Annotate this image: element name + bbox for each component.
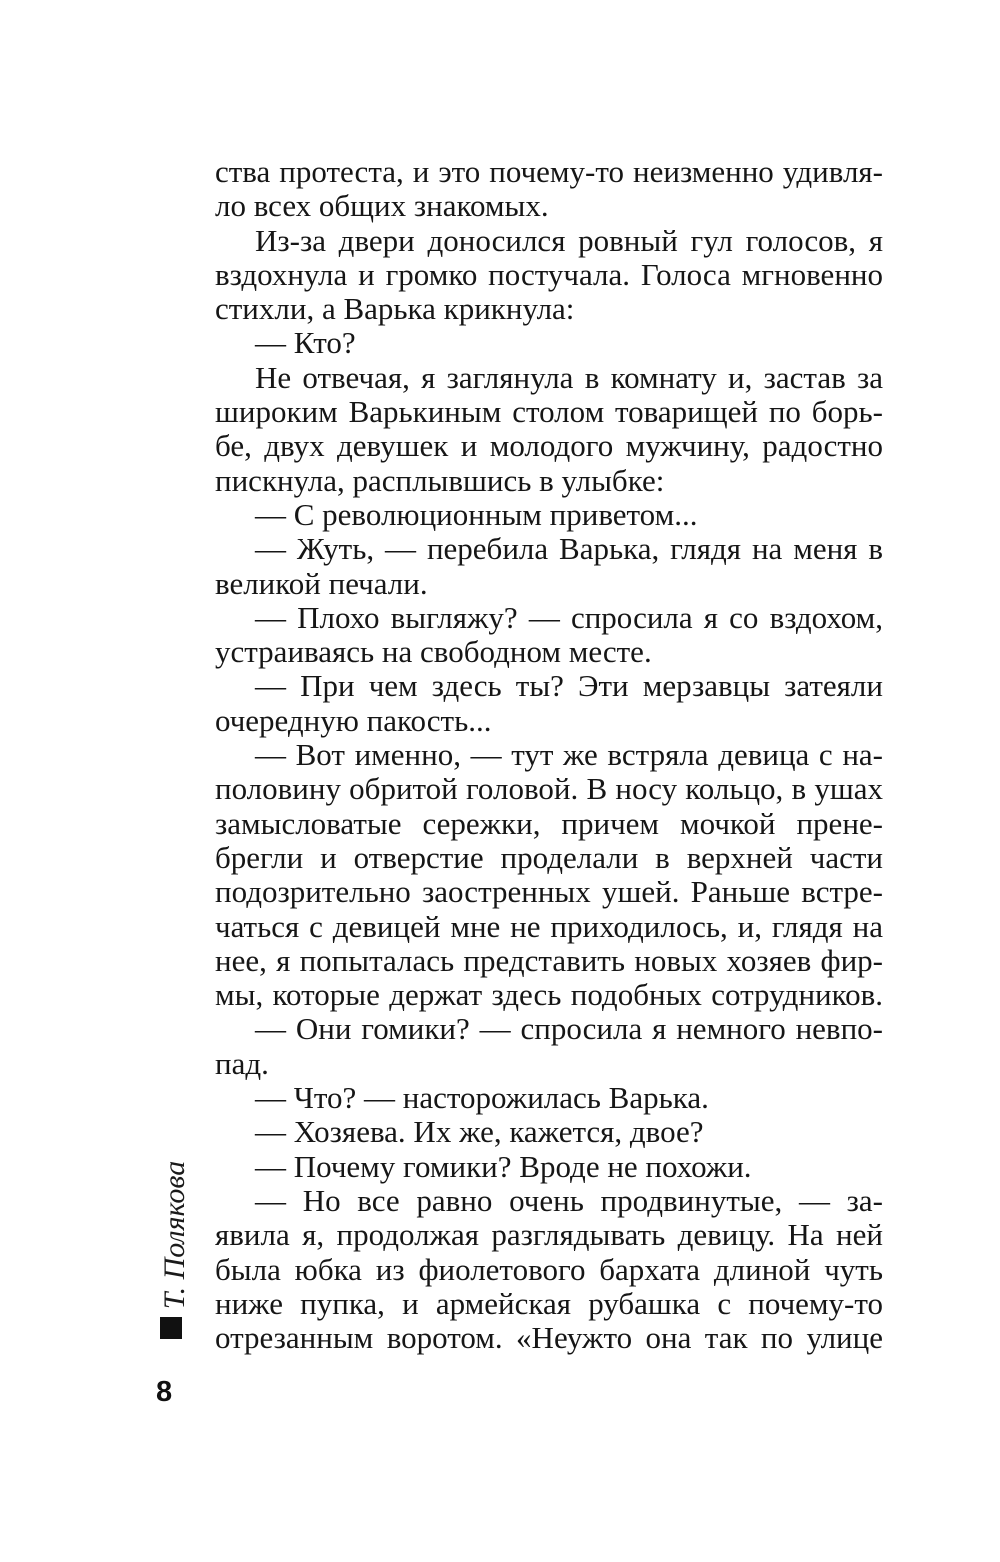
text-line: — При чем здесь ты? Эти мерзавцы затеяли: [255, 668, 883, 704]
text-line: Не отвечая, я заглянула в комнату и, застав за: [255, 359, 883, 395]
text-line: великой печали.: [215, 565, 428, 601]
text-line: чаться с девицей мне не приходилось, и, глядя на: [215, 908, 883, 944]
text-line: ства протеста, и это почему-то неизменно удивля-: [215, 154, 883, 189]
text-line: подозрительно заостренных ушей. Раньше встре-: [215, 874, 883, 910]
text-line: — Кто?: [255, 325, 356, 361]
text-line: — Они гомики? — спросила я немного невпо-: [255, 1011, 883, 1047]
running-head: [160, 1150, 190, 1320]
page-body-text: [215, 155, 883, 1355]
page-number: 8: [156, 1376, 173, 1408]
text-line: — Вот именно, — тут же встряла девица с на-: [255, 737, 883, 773]
text-line: замысловатые сережки, причем мочкой прене-: [215, 805, 883, 841]
text-line: мы, которые держат здесь подобных сотрудников.: [215, 977, 883, 1013]
text-line: вздохнула и громко постучала. Голоса мгновенно: [215, 256, 883, 292]
text-line: бе, двух девушек и молодого мужчину, радостно: [215, 428, 883, 464]
text-line: пад.: [215, 1045, 269, 1081]
text-line: — Что? — насторожилась Варька.: [255, 1080, 709, 1116]
text-line: широким Варькиным столом товарищей по борь-: [215, 394, 883, 430]
text-line: Из-за двери доносился ровный гул голосов, я: [255, 222, 883, 258]
text-line: явила я, продолжая разглядывать девицу. На ней: [215, 1217, 883, 1253]
text-line: была юбка из фиолетового бархата длиной чуть: [215, 1251, 883, 1287]
text-line: очередную пакость...: [215, 702, 492, 738]
text-line: ло всех общих знакомых.: [215, 188, 549, 224]
text-line: ниже пупка, и армейская рубашка с почему-то: [215, 1285, 883, 1321]
page-marker-square: [160, 1317, 182, 1339]
text-line: — Хозяева. Их же, кажется, двое?: [255, 1114, 704, 1150]
text-line: стихли, а Варька крикнула:: [215, 291, 575, 327]
text-line: — Плохо выгляжу? — спросила я со вздохом,: [255, 599, 883, 635]
text-line: отрезанным воротом. «Неужто она так по улице: [215, 1320, 883, 1356]
text-line: — С революционным приветом...: [255, 496, 698, 532]
text-line: — Но все равно очень продвинутые, — за-: [255, 1182, 883, 1218]
running-head-author: Т. Полякова: [158, 1160, 192, 1310]
text-line: брегли и отверстие проделали в верхней части: [215, 839, 883, 875]
text-line: устраиваясь на свободном месте.: [215, 634, 652, 670]
text-line: пискнула, расплывшись в улыбке:: [215, 462, 665, 498]
text-line: нее, я попыталась представить новых хозяев фир-: [215, 942, 883, 978]
text-line: — Жуть, — перебила Варька, глядя на меня в: [255, 531, 883, 567]
text-line: половину обритой головой. В носу кольцо, в ушах: [215, 771, 883, 807]
text-line: — Почему гомики? Вроде не похожи.: [255, 1148, 752, 1184]
